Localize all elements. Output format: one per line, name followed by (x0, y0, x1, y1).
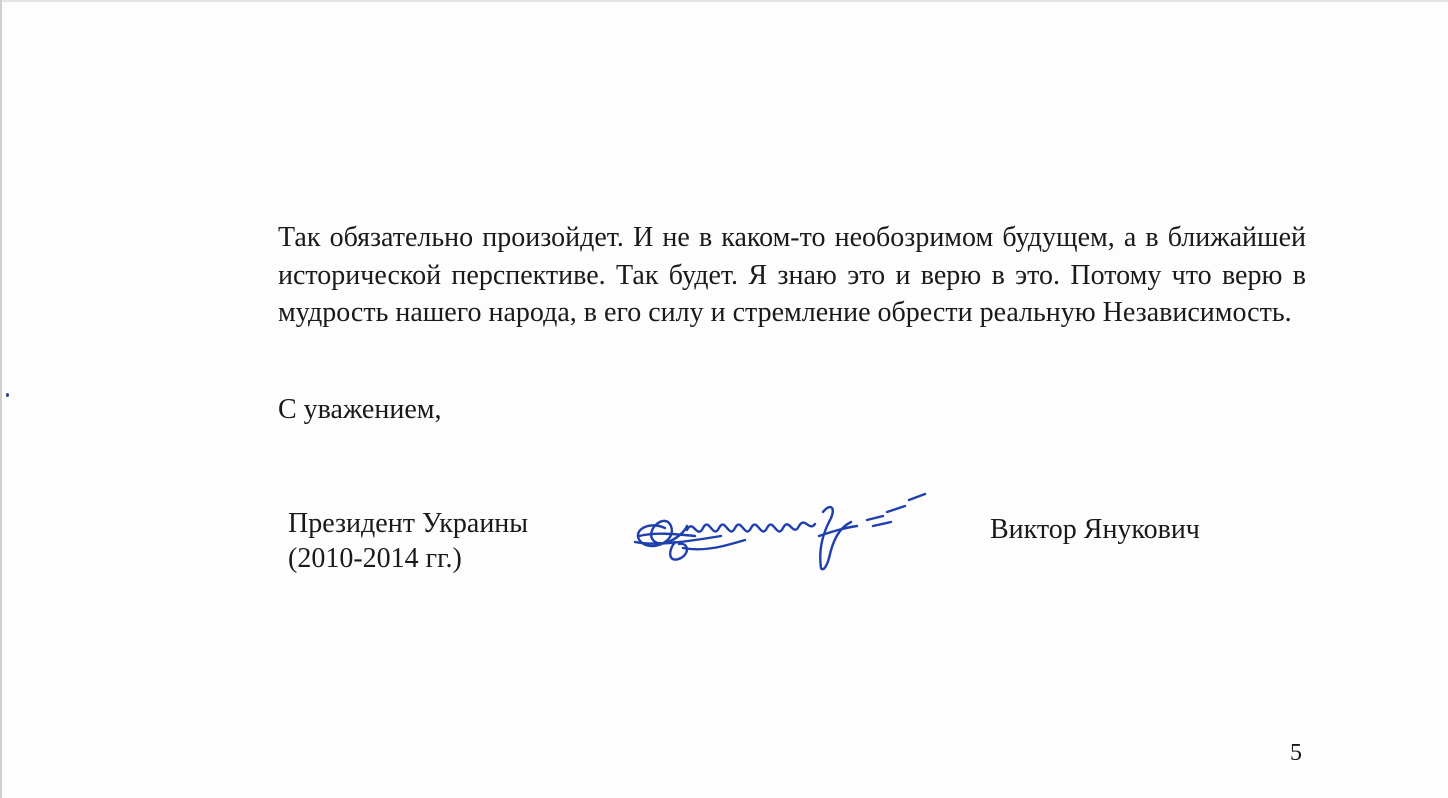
page-number: 5 (1290, 740, 1302, 766)
scan-edge-top (0, 0, 1448, 2)
ink-speck (6, 393, 9, 397)
scan-edge-left (0, 0, 2, 798)
signer-position: Президент Украины (288, 508, 529, 539)
signer-title (288, 506, 528, 576)
signer-term: (2010-2014 гг.) (288, 543, 462, 574)
letter-closing: С уважением, (278, 394, 442, 425)
signer-name: Виктор Янукович (990, 514, 1200, 545)
handwritten-signature (625, 482, 955, 577)
letter-body-paragraph: Так обязательно произойдет. И не в каком-то необозримом будущем, а в ближайшей исторической перспективе. Так будет. Я знаю это и верю в это. Потому что верю в мудрость нашего народа, в его силу и стремление обрести реальную Независимость. (278, 222, 1306, 328)
